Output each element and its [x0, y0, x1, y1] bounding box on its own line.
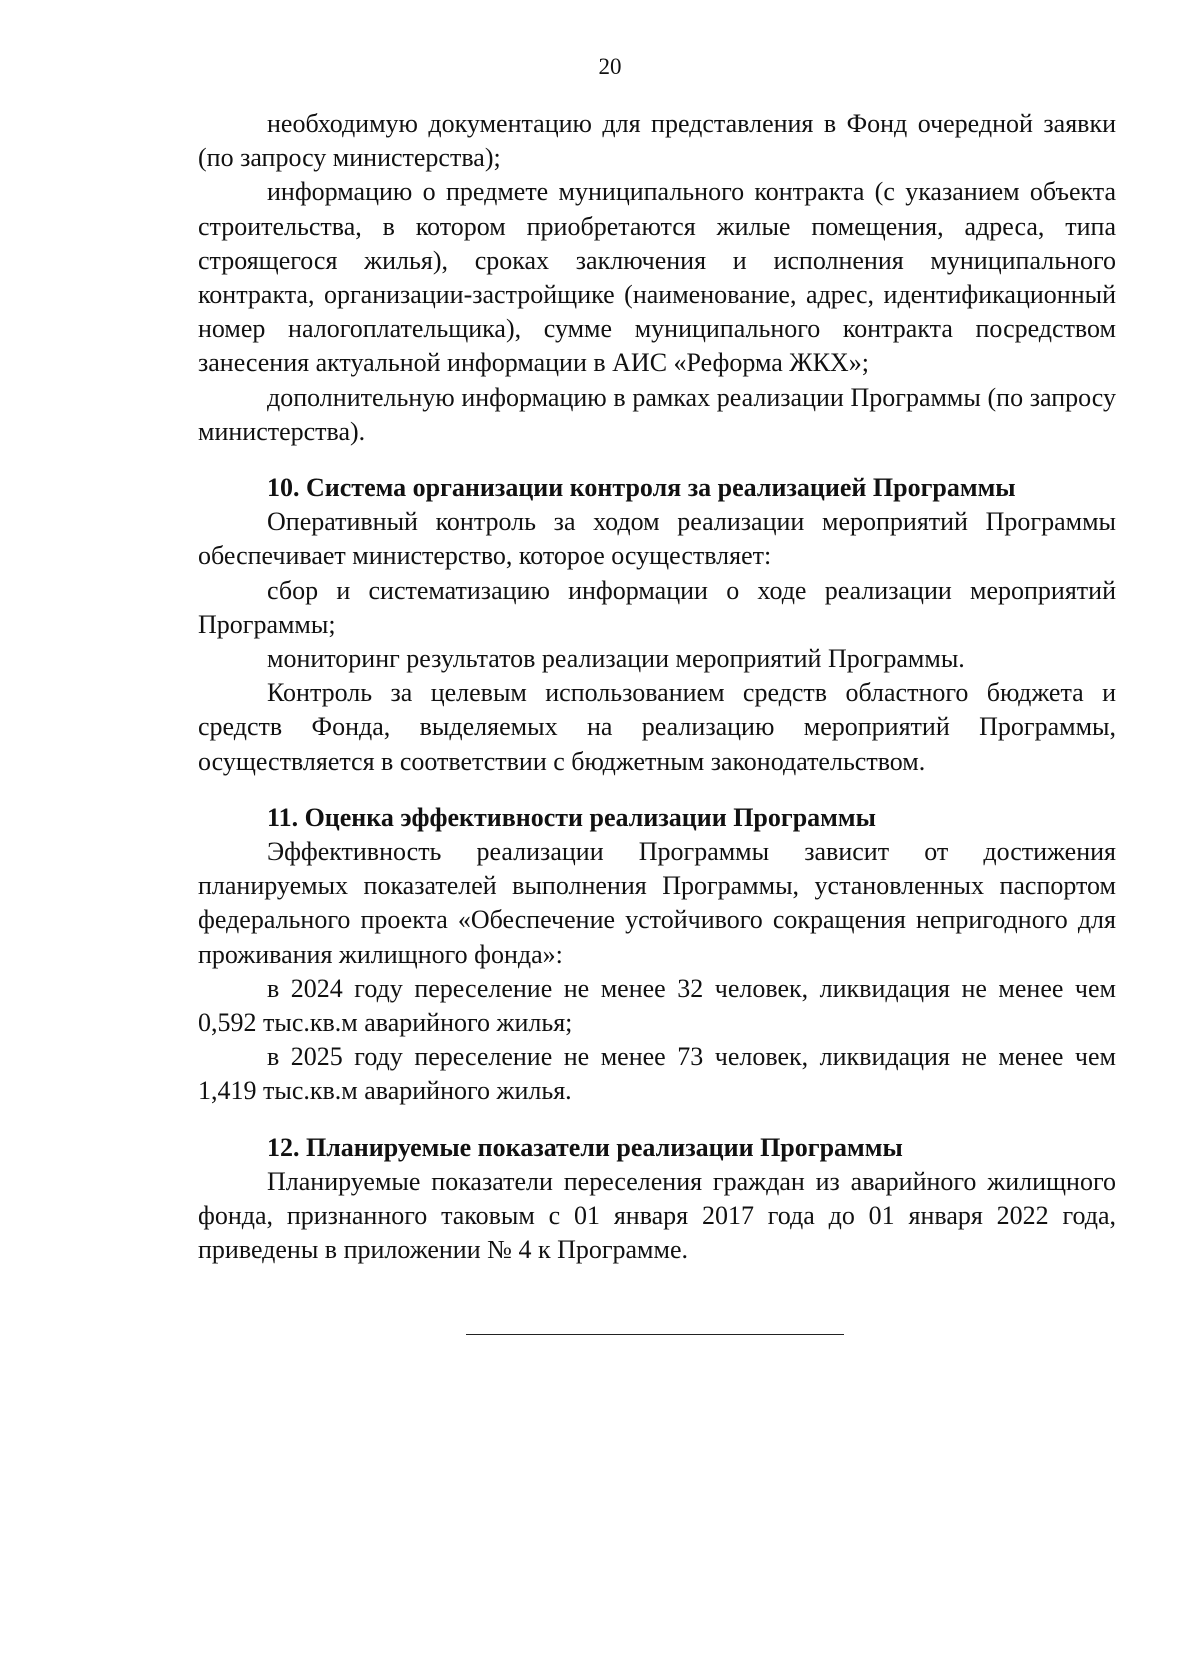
document-body [198, 107, 1116, 1268]
section-10-paragraph-1: Оперативный контроль за ходом реализации мероприятий Программы обеспечивает министерство, которое осуществляет: [198, 507, 1116, 571]
paragraph-contract-information: информацию о предмете муниципального контракта (с указанием объекта строительства, в котором приобретаются жилые помещения, адреса, типа строящегося жилья), сроках заключения и исполнения муниципального контракта, организации-застройщике (наименование, адрес, идентификационный номер налогоплательщика), сумме муниципального контракта посредством занесения актуальной информации в АИС «Реформа ЖКХ»; [198, 177, 1116, 378]
section-10-paragraph-4: Контроль за целевым использованием средств областного бюджета и средств Фонда, выделяемых на реализацию мероприятий Программы, осуществляется в соответствии с бюджетным законодательством. [198, 678, 1116, 776]
section-10-paragraph-2: сбор и систематизацию информации о ходе реализации мероприятий Программы; [198, 575, 1116, 639]
paragraph-documentation: необходимую документацию для представления в Фонд очередной заявки (по запросу министерства); [198, 109, 1116, 173]
paragraph-additional-information: дополнительную информацию в рамках реализации Программы (по запросу министерства). [198, 382, 1116, 446]
section-12-paragraph-1: Планируемые показатели переселения граждан из аварийного жилищного фонда, признанного таковым с 01 января 2017 года до 01 января 2022 года, приведены в приложении № 4 к Программе. [198, 1166, 1116, 1265]
section-12-heading: 12. Планируемые показатели реализации Программы [267, 1132, 903, 1162]
closing-divider [466, 1334, 844, 1335]
page-number: 20 [598, 54, 622, 79]
section-11-heading: 11. Оценка эффективности реализации Программы [267, 802, 876, 832]
section-11-paragraph-1: Эффективность реализации Программы зависит от достижения планируемых показателей выполнения Программы, установленных паспортом федерального проекта «Обеспечение устойчивого сокращения непригодного для проживания жилищного фонда»: [198, 837, 1116, 969]
section-10-heading: 10. Система организации контроля за реализацией Программы [267, 473, 1016, 503]
section-11-paragraph-2025: в 2025 году переселение не менее 73 человек, ликвидация не менее чем 1,419 тыс.кв.м аварийного жилья. [198, 1042, 1116, 1106]
section-10-paragraph-3: мониторинг результатов реализации мероприятий Программы. [267, 644, 965, 674]
section-11-paragraph-2024: в 2024 году переселение не менее 32 человек, ликвидация не менее чем 0,592 тыс.кв.м аварийного жилья; [198, 973, 1116, 1038]
